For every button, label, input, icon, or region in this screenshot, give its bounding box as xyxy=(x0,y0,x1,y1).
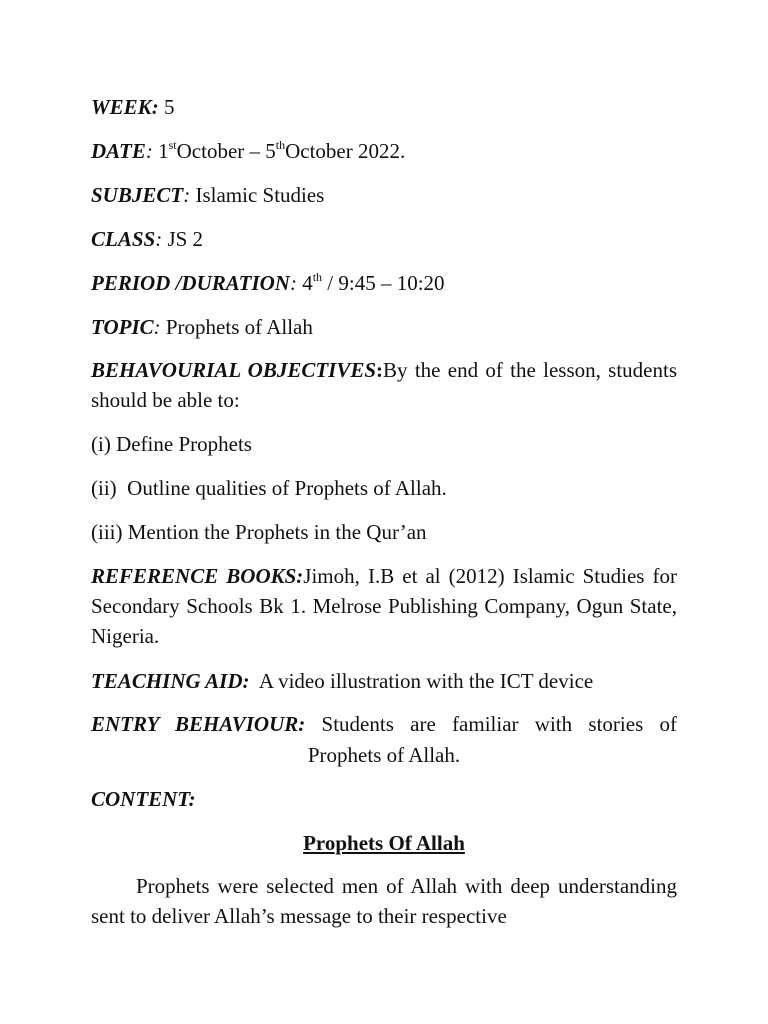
reference-label: REFERENCE BOOKS: xyxy=(91,564,304,588)
entry-behaviour-label: ENTRY BEHAVIOUR: xyxy=(91,712,306,736)
date-month-start: October – 5 xyxy=(176,139,276,163)
objective-item: (ii) Outline qualities of Prophets of Allah. xyxy=(91,476,447,500)
objectives-label: BEHAVOURIAL OBJECTIVES xyxy=(91,358,377,382)
topic-label: TOPIC xyxy=(91,315,154,339)
topic-value: Prophets of Allah xyxy=(165,315,313,339)
date-day-start: 1 xyxy=(158,139,169,163)
entry-behaviour-continuation: Prophets of Allah. xyxy=(307,743,461,767)
topic-colon: : xyxy=(153,315,161,339)
content-heading: Prophets Of Allah xyxy=(303,831,465,855)
period-number-suffix: th xyxy=(312,270,323,284)
week-value: 5 xyxy=(163,95,175,119)
subject-colon: : xyxy=(183,183,191,207)
objective-item: (i) Define Prophets xyxy=(91,432,252,456)
entry-behaviour-line xyxy=(91,709,677,739)
date-line xyxy=(91,136,677,166)
reference-paragraph xyxy=(91,561,677,651)
objectives-paragraph xyxy=(91,355,677,415)
content-label: CONTENT: xyxy=(91,787,196,811)
teaching-aid-text: A video illustration with the ICT device xyxy=(258,669,594,693)
period-label: PERIOD /DURATION xyxy=(91,271,290,295)
objective-item: (iii) Mention the Prophets in the Qur’an xyxy=(91,520,427,544)
content-paragraph: Prophets were selected men of Allah with deep understanding sent to deliver Allah’s message to their respective xyxy=(91,874,677,928)
teaching-aid-line xyxy=(91,666,677,696)
period-time: / 9:45 – 10:20 xyxy=(327,271,445,295)
content-heading-line xyxy=(91,828,677,858)
date-colon: : xyxy=(145,139,153,163)
subject-value: Islamic Studies xyxy=(195,183,325,207)
period-line xyxy=(91,268,677,298)
period-colon: : xyxy=(289,271,297,295)
period-number: 4 xyxy=(302,271,313,295)
class-label: CLASS xyxy=(91,227,156,251)
subject-label: SUBJECT xyxy=(91,183,184,207)
week-label: WEEK: xyxy=(91,95,159,119)
class-line xyxy=(91,224,677,254)
topic-line xyxy=(91,312,677,342)
objectives-colon: : xyxy=(376,358,384,382)
subject-line xyxy=(91,180,677,210)
reference-text: Jimoh, I.B et al (2012) Islamic Studies for Secondary Schools Bk 1. Melrose Publishing Company, Ogun State, Nigeria. xyxy=(91,564,677,648)
date-label: DATE xyxy=(91,139,146,163)
date-month-end: October 2022. xyxy=(285,139,406,163)
objectives-text: By the end of the lesson, students should be able to: xyxy=(91,358,678,412)
class-value: JS 2 xyxy=(167,227,204,251)
date-day-start-suffix: st xyxy=(168,138,177,152)
class-colon: : xyxy=(155,227,163,251)
entry-behaviour-text: Students are familiar with stories of xyxy=(321,712,678,736)
content-label-line xyxy=(91,784,677,814)
week-line xyxy=(91,92,677,122)
teaching-aid-label: TEACHING AID: xyxy=(91,669,250,693)
date-day-end-suffix: th xyxy=(275,138,286,152)
